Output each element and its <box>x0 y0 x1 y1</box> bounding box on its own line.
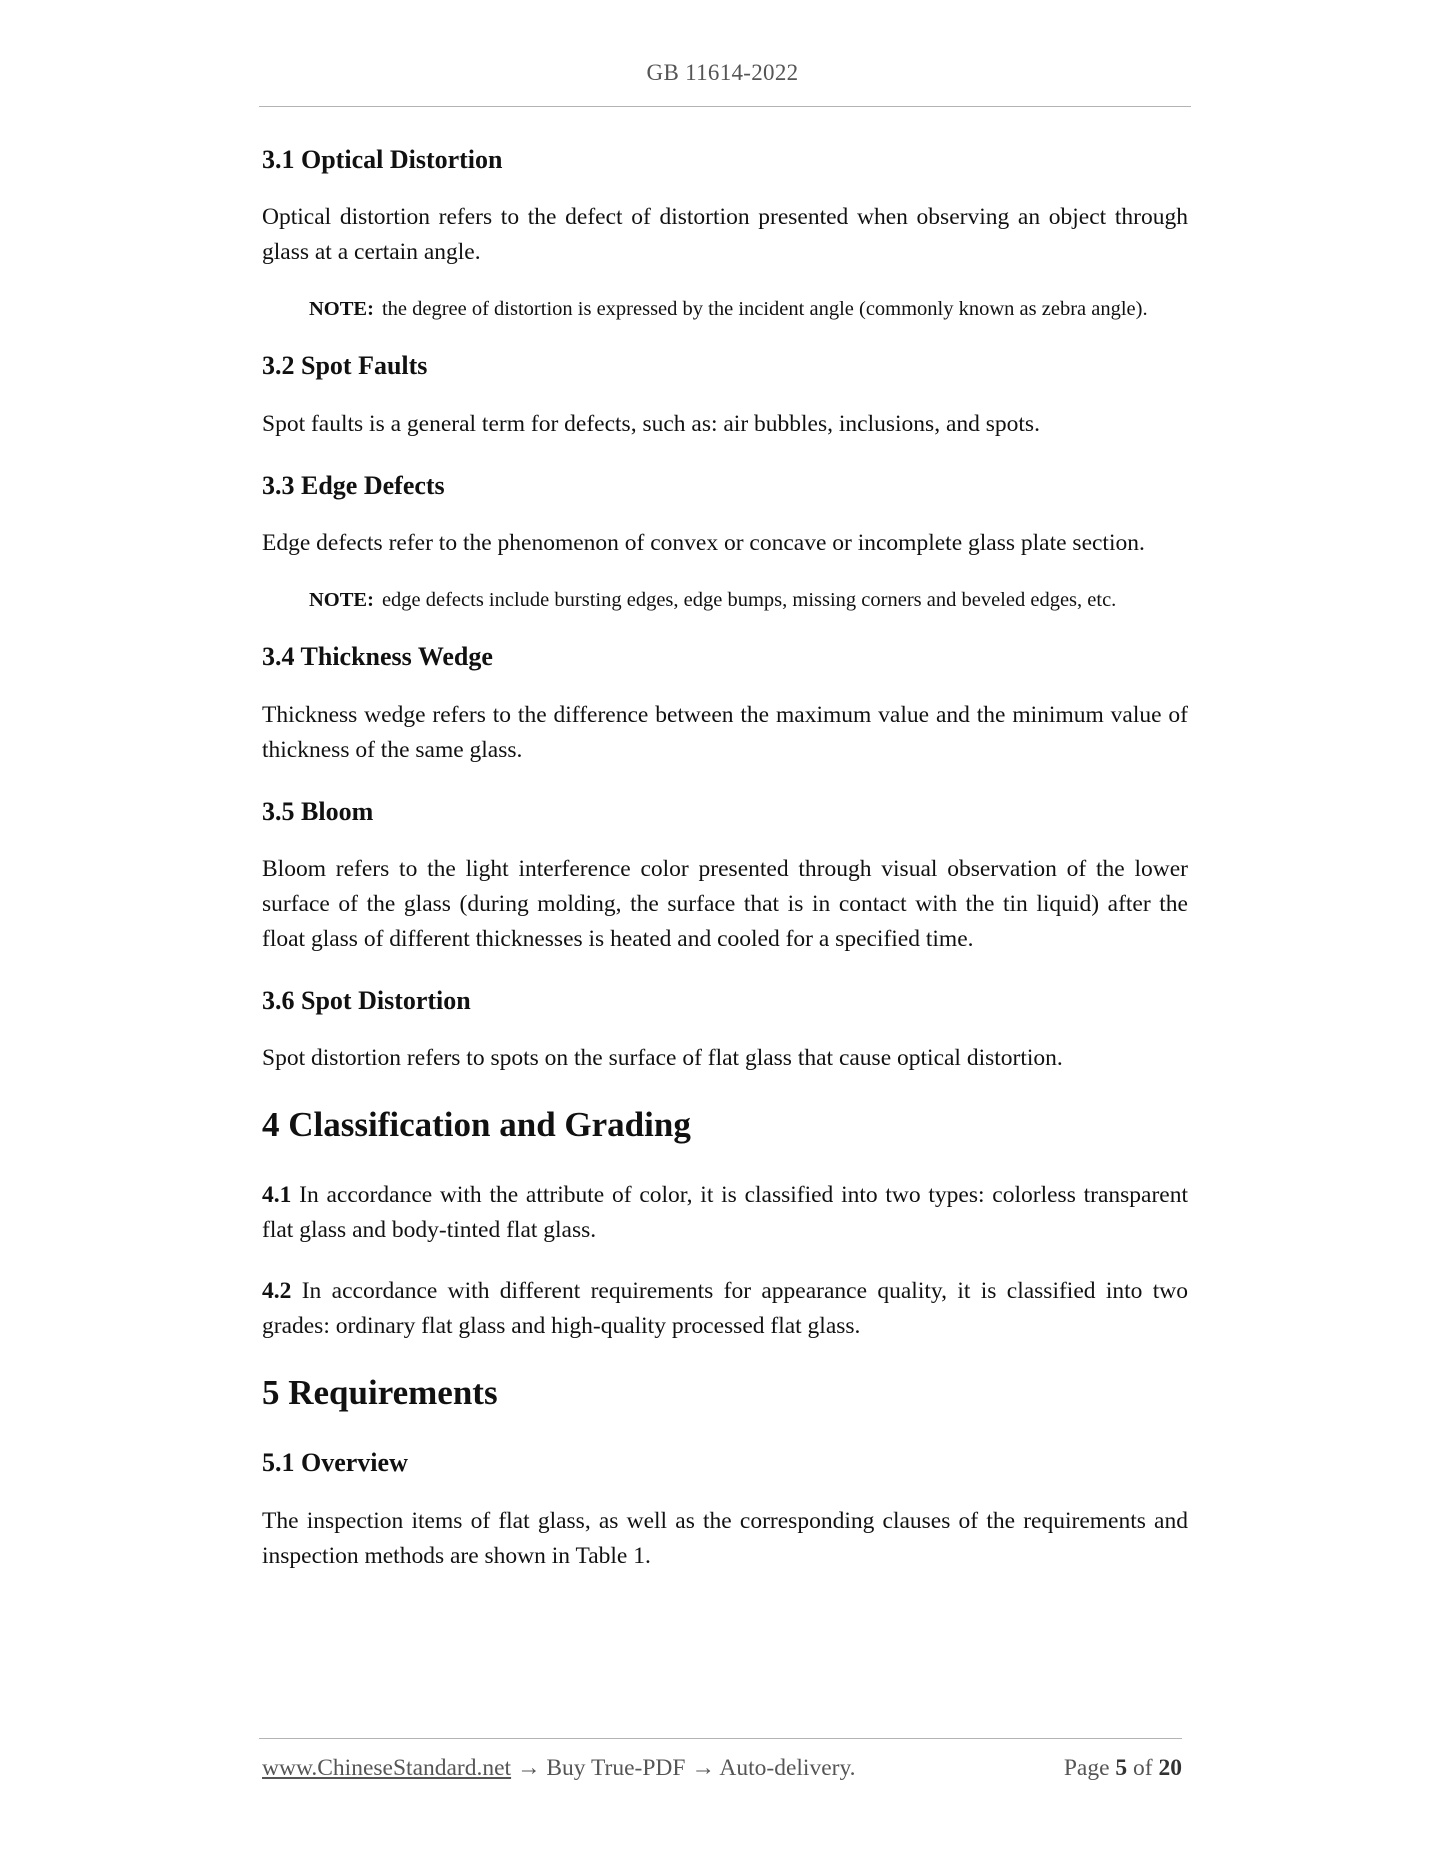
page-of: of <box>1133 1755 1153 1781</box>
section-body-5-1: The inspection items of flat glass, as well as the corresponding clauses of the requirements and inspection methods are shown in Table 1. <box>262 1507 1188 1569</box>
clause-text: In accordance with different requirements for appearance quality, it is classified into two grades: ordinary flat glass and high-quality processed flat glass. <box>262 1277 1189 1339</box>
page-current: 5 <box>1115 1755 1128 1781</box>
footer-tagline: → Buy True-PDF → Auto-delivery. <box>511 1755 856 1781</box>
page-prefix: Page <box>1063 1755 1110 1781</box>
website-link[interactable]: www.ChineseStandard.net <box>262 1755 512 1781</box>
note-text: the degree of distortion is expressed by the incident angle (commonly known as zebra angle). <box>381 298 1148 321</box>
section-body-3-5: Bloom refers to the light interference color presented through visual observation of the lower surface of the glass (during molding, the surface that is in contact with the tin liquid) after the float glass of different thicknesses is heated and cooled for a specified time. <box>262 855 1188 952</box>
section-heading-5-1: 5.1 Overview <box>262 1448 408 1478</box>
section-heading-3-3: 3.3 Edge Defects <box>262 470 445 500</box>
chapter-heading-5: 5 Requirements <box>262 1372 498 1412</box>
header-divider <box>259 106 1191 107</box>
note-3-3 <box>309 583 1188 617</box>
section-body-3-1: Optical distortion refers to the defect of distortion presented when observing an object through glass at a certain angle. <box>262 204 1188 266</box>
chapter-heading-4: 4 Classification and Grading <box>262 1105 691 1145</box>
section-body-3-3: Edge defects refer to the phenomenon of convex or concave or incomplete glass plate section. <box>262 530 1145 557</box>
page-footer <box>262 1755 1182 1782</box>
note-label: NOTE: <box>309 298 374 321</box>
section-heading-3-4: 3.4 Thickness Wedge <box>262 642 493 672</box>
note-label: NOTE: <box>309 589 374 612</box>
clause-4-2 <box>262 1274 1188 1344</box>
section-body-3-6: Spot distortion refers to spots on the surface of flat glass that cause optical distortion. <box>262 1045 1063 1072</box>
section-heading-3-2: 3.2 Spot Faults <box>262 351 428 381</box>
footer-left <box>262 1755 856 1782</box>
note-3-1 <box>309 292 1188 326</box>
clause-number: 4.2 <box>262 1277 292 1304</box>
clause-4-1 <box>262 1178 1188 1248</box>
page-total: 20 <box>1158 1755 1182 1781</box>
clause-text: In accordance with the attribute of color, it is classified into two types: colorless transparent flat glass and body-tinted flat glass. <box>262 1181 1189 1243</box>
page-header-title: GB 11614-2022 <box>646 60 799 85</box>
section-body-3-4: Thickness wedge refers to the difference between the maximum value and the minimum value of thickness of the same glass. <box>262 701 1188 763</box>
section-heading-3-1: 3.1 Optical Distortion <box>262 145 503 174</box>
section-heading-3-6: 3.6 Spot Distortion <box>262 985 471 1015</box>
section-body-3-2: Spot faults is a general term for defects, such as: air bubbles, inclusions, and spots. <box>262 410 1040 437</box>
note-text: edge defects include bursting edges, edge bumps, missing corners and beveled edges, etc. <box>381 589 1117 612</box>
clause-number: 4.1 <box>262 1181 292 1208</box>
section-heading-3-5: 3.5 Bloom <box>262 796 374 826</box>
footer-divider <box>259 1738 1182 1739</box>
page-content <box>262 142 1188 1600</box>
page-number <box>1064 1755 1182 1782</box>
